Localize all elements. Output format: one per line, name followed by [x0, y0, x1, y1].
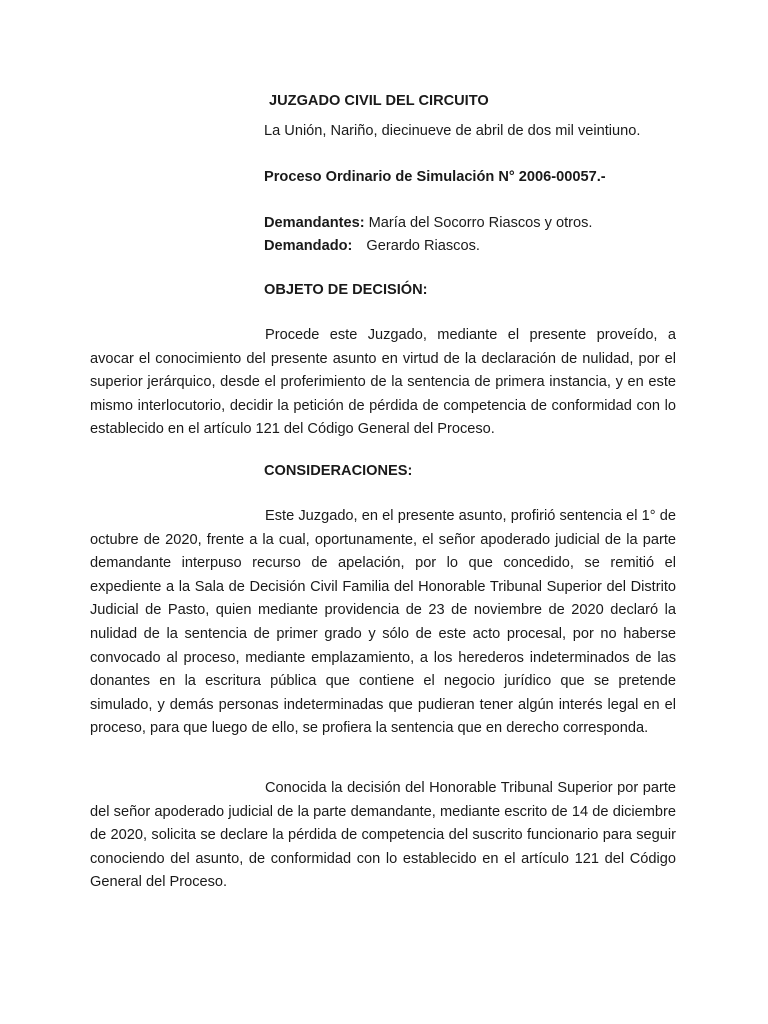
plaintiffs-value: María del Socorro Riascos y otros. [368, 215, 593, 231]
court-name: JUZGADO CIVIL DEL CIRCUITO [269, 93, 489, 109]
defendant-line [264, 236, 480, 256]
consideraciones-title: CONSIDERACIONES: [264, 463, 413, 479]
defendant-label: Demandado: [264, 238, 353, 254]
objeto-paragraph: Procede este Juzgado, mediante el presente proveído, a avocar el conocimiento del presente asunto en virtud de la declaración de nulidad, por el superior jerárquico, desde el proferimiento de la sentencia de primera instancia, y en este mismo interlocutorio, decidir la petición de pérdida de competencia de conformidad con lo establecido en el artículo 121 del Código General del Proceso. [90, 327, 676, 438]
consideraciones-paragraph-2: Conocida la decisión del Honorable Tribunal Superior por parte del señor apoderado judicial de la parte demandante, mediante escrito de 14 de diciembre de 2020, solicita se declare la pérdida de competencia del suscrito funcionario para seguir conociendo del asunto, de conformidad con lo establecido en el artículo 121 del Código General del Proceso. [90, 780, 676, 891]
objeto-title: OBJETO DE DECISIÓN: [264, 282, 428, 298]
process-number: Proceso Ordinario de Simulación N° 2006-00057.- [264, 169, 606, 185]
consideraciones-paragraph-1: Este Juzgado, en el presente asunto, profirió sentencia el 1° de octubre de 2020, frente a la cual, oportunamente, el señor apoderado judicial de la parte demandante interpuso recurso de apelación, por lo que concedido, se remitió el expediente a la Sala de Decisión Civil Familia del Honorable Tribunal Superior del Distrito Judicial de Pasto, quien mediante providencia de 23 de noviembre de 2020 declaró la nulidad de la sentencia de primer grado y sólo de este acto procesal, por no haberse convocado al proceso, mediante emplazamiento, a los herederos indeterminados de las donantes en la escritura pública que contiene el negocio jurídico que se pretende simulado, y demás personas indeterminadas que pudieran tener algún interés legal en el proceso, para que luego de ello, se profiera la sentencia que en derecho corresponda. [90, 508, 676, 737]
place-date: La Unión, Nariño, diecinueve de abril de dos mil veintiuno. [264, 123, 641, 139]
plaintiffs-label: Demandantes: [264, 215, 365, 231]
defendant-value: Gerardo Riascos. [366, 238, 480, 254]
plaintiffs-line [264, 213, 592, 233]
